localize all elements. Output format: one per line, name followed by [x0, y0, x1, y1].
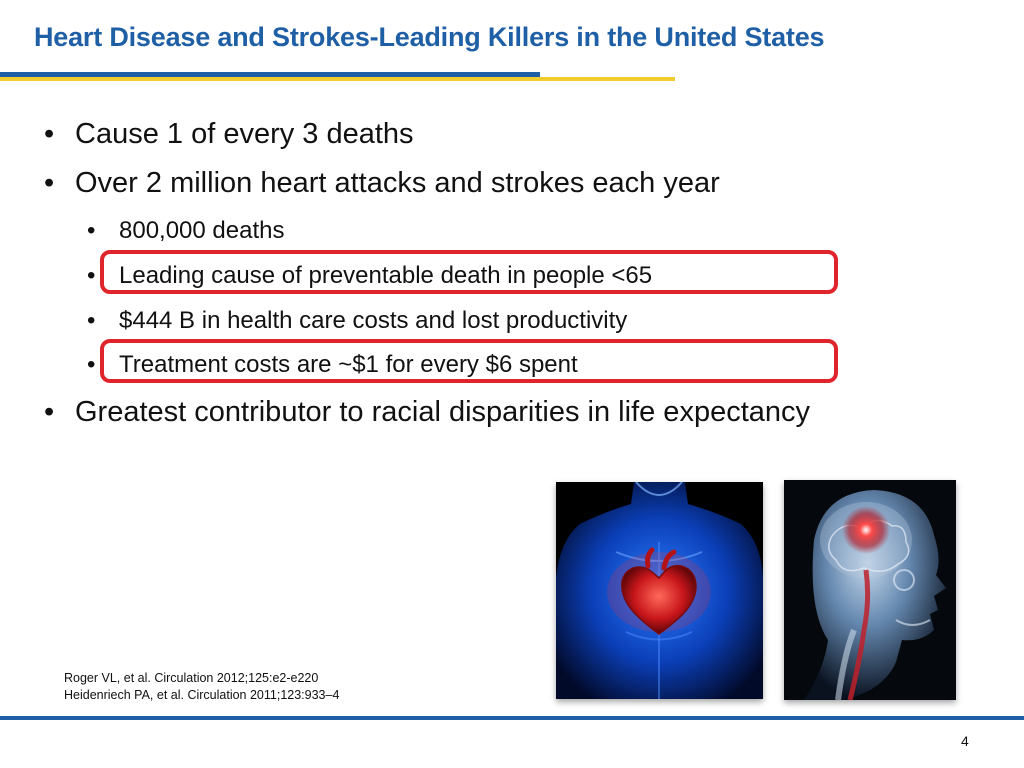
bullet-marker: • [87, 351, 96, 378]
bullet-marker: • [87, 262, 96, 289]
bullet-text: Cause 1 of every 3 deaths [75, 118, 414, 150]
sub-bullet-text: Leading cause of preventable death in people <65 [119, 262, 653, 289]
sub-bullet-text: 800,000 deaths [119, 217, 285, 244]
bullet-marker: • [87, 217, 96, 244]
bullet-marker: • [44, 118, 55, 150]
brain-head-image [784, 480, 956, 700]
brain-head-illustration [784, 480, 956, 700]
title-underline-yellow [0, 77, 675, 81]
bullet-marker: • [44, 167, 55, 199]
reference-line: Roger VL, et al. Circulation 2012;125:e2-e220 [64, 671, 319, 685]
references [64, 670, 339, 704]
bullet-marker: • [87, 307, 96, 334]
bullet-marker: • [44, 396, 55, 428]
heart-body-illustration [556, 482, 763, 699]
footer-divider [0, 716, 1024, 720]
highlight-box [100, 250, 838, 294]
heart-body-image [556, 482, 763, 699]
sub-bullet-text: $444 B in health care costs and lost productivity [119, 307, 628, 334]
reference-line: Heidenriech PA, et al. Circulation 2011;123:933–4 [64, 688, 340, 702]
slide-title: Heart Disease and Strokes-Leading Killers in the United States [34, 22, 825, 52]
bullet-text: Over 2 million heart attacks and strokes each year [75, 167, 720, 199]
page-number: 4 [961, 733, 969, 749]
highlight-box [100, 339, 838, 383]
bullet-text: Greatest contributor to racial disparities in life expectancy [75, 396, 811, 428]
sub-bullet-text: Treatment costs are ~$1 for every $6 spent [119, 351, 578, 378]
